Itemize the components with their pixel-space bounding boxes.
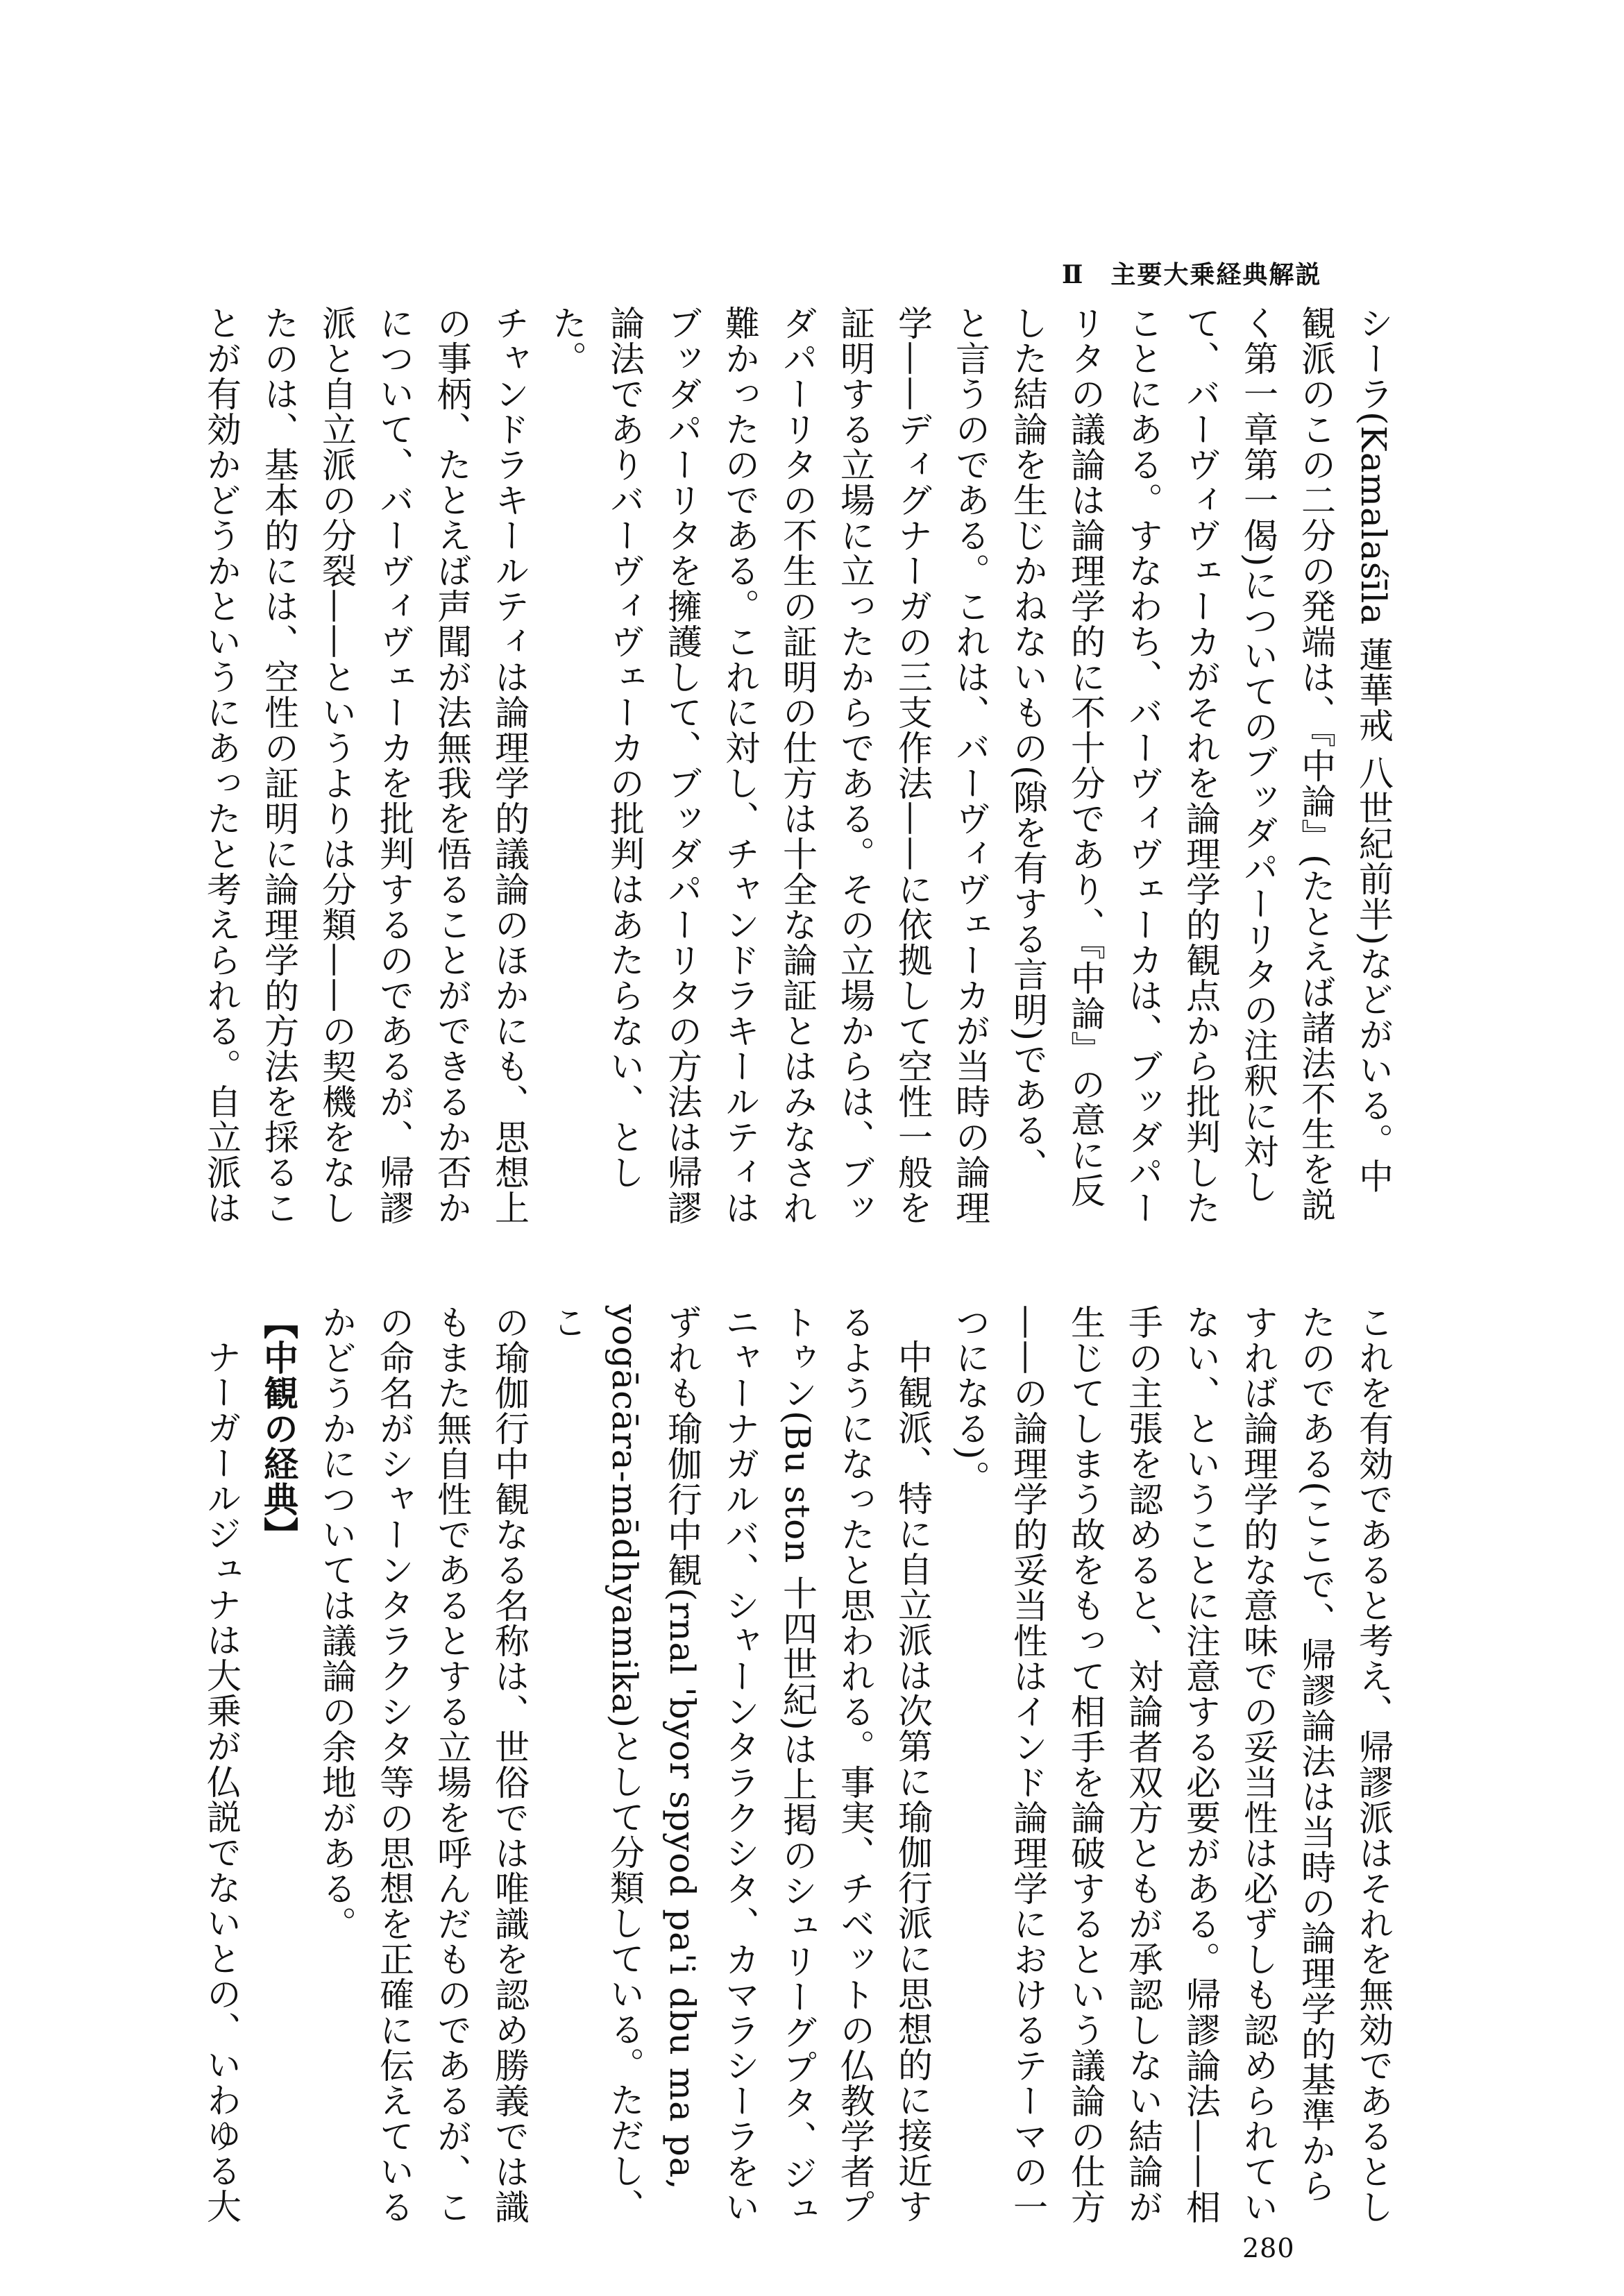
text-line: 手の主張を認めると、対論者双方ともが承認しない結論が bbox=[1123, 1304, 1163, 2225]
text-line: の命名がシャーンタラクシタ等の思想を正確に伝えている bbox=[374, 1304, 414, 2225]
text-line: もまた無自性であるとする立場を呼んだものであるが、こ bbox=[432, 1304, 472, 2225]
text-line: 学——ディグナーガの三支作法——に依拠して空性一般を bbox=[893, 305, 933, 1225]
text-line: ことにある。すなわち、バーヴィヴェーカは、ブッダパー bbox=[1123, 305, 1163, 1225]
text-line: 観派のこの二分の発端は、『中論』(たとえば諸法不生を説 bbox=[1296, 305, 1336, 1223]
text-line: の事柄、たとえば声聞が法無我を悟ることができるか否か bbox=[432, 305, 472, 1225]
text-line: ブッダパーリタを擁護して、ブッダパーリタの方法は帰謬 bbox=[662, 305, 702, 1225]
text-line: るようになったと思われる。事実、チベットの仏教学者プ bbox=[835, 1304, 875, 2225]
text-line: たのは、基本的には、空性の証明に論理学的方法を採るこ bbox=[259, 305, 299, 1225]
text-line: シーラ(Kamalaśīla 蓮華戒 八世紀前半)などがいる。中 bbox=[1353, 305, 1394, 1194]
text-line: の瑜伽行中観なる名称は、世俗では唯識を認め勝義では識 bbox=[489, 1304, 530, 2225]
text-line: とが有効かどうかというにあったと考えられる。自立派は bbox=[201, 305, 242, 1225]
text-line: 派と自立派の分裂——というよりは分類——の契機をなし bbox=[316, 305, 357, 1225]
text-line: かどうかについては議論の余地がある。 bbox=[316, 1304, 357, 1941]
text-line: すれば論理学的な意味での妥当性は必ずしも認められてい bbox=[1238, 1304, 1278, 2225]
text-line: つになる)。 bbox=[950, 1304, 990, 1496]
text-line: yogācāra-mādhyamika)として分類している。ただし、こ bbox=[547, 1304, 645, 2225]
running-head bbox=[1062, 255, 1395, 291]
page-number: 280 bbox=[1242, 2233, 1295, 2263]
text-line: リタの議論は論理学的に不十分であり、『中論』の意に反 bbox=[1065, 305, 1106, 1208]
text-line: トゥン(Bu ston 十四世紀)は上掲のシュリーグプタ、ジュ bbox=[777, 1304, 818, 2227]
text-line: した結論を生じかねないもの(隙を有する言明)である、 bbox=[1008, 305, 1048, 1184]
text-line: ナーガールジュナは大乗が仏説でないとの、いわゆる大 bbox=[201, 1339, 242, 2224]
text-line: 生じてしまう故をもって相手を論破するという議論の仕方 bbox=[1065, 1304, 1106, 2225]
text-line: これを有効であると考え、帰謬派はそれを無効であるとし bbox=[1353, 1304, 1394, 2225]
text-line: 難かったのである。これに対し、チャンドラキールティは bbox=[720, 305, 760, 1225]
section-number: Ⅱ bbox=[1062, 260, 1085, 289]
text-line: 論法でありバーヴィヴェーカの批判はあたらない、とした。 bbox=[547, 305, 645, 1190]
text-block-top bbox=[97, 305, 1402, 1228]
text-line: て、バーヴィヴェーカがそれを論理学的観点から批判した bbox=[1181, 305, 1221, 1225]
text-line: 中観派、特に自立派は次第に瑜伽行派に思想的に接近す bbox=[893, 1339, 933, 2224]
text-line: と言うのである。これは、バーヴィヴェーカが当時の論理 bbox=[950, 305, 990, 1225]
text-block-bottom bbox=[97, 1304, 1402, 2227]
text-line: 証明する立場に立ったからである。その立場からは、ブッ bbox=[835, 305, 875, 1225]
text-line: ——の論理学的妥当性はインド論理学におけるテーマの一 bbox=[1008, 1304, 1048, 2225]
chapter-title: 主要大乗経典解説 bbox=[1110, 260, 1322, 289]
text-line: たのである(ここで、帰謬論法は当時の論理学的基準から bbox=[1296, 1304, 1336, 2204]
text-line: ない、ということに注意する必要がある。帰謬論法——相 bbox=[1181, 1304, 1221, 2225]
text-line: く第一章第一偈)についてのブッダパーリタの注釈に対し bbox=[1238, 305, 1278, 1205]
text-line: ずれも瑜伽行中観(rnal 'byor spyod pa'i dbu ma pa, bbox=[662, 1304, 702, 2191]
section-heading: 【中観の経典】 bbox=[258, 1304, 299, 1552]
text-line: について、バーヴィヴェーカを批判するのであるが、帰謬 bbox=[374, 305, 414, 1225]
text-line: ニャーナガルバ、シャーンタラクシタ、カマラシーラをい bbox=[720, 1304, 760, 2225]
text-line: チャンドラキールティは論理学的議論のほかにも、思想上 bbox=[489, 305, 530, 1225]
text-line: ダパーリタの不生の証明の仕方は十全な論証とはみなされ bbox=[777, 305, 818, 1225]
